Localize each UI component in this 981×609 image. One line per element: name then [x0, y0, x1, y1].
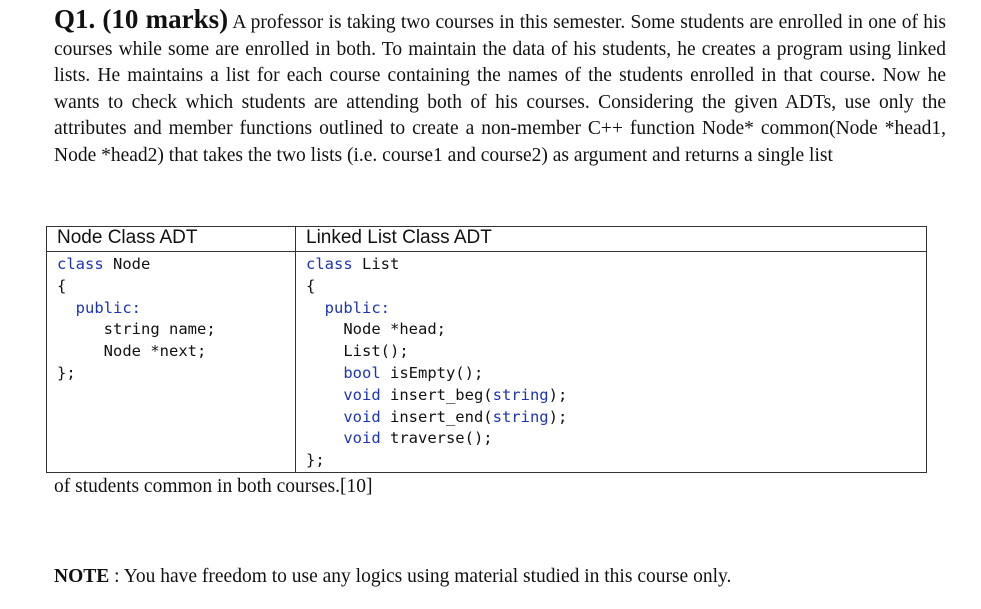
question-paragraph	[54, 6, 946, 169]
note-line	[54, 566, 731, 588]
note-text: : You have freedom to use any logics using material studied in this course only.	[109, 566, 732, 587]
question-text: A professor is taking two courses in this semester. Some students are enrolled in one of his courses while some are enrolled in both. To maintain the data of his students, he creates a program using linked lists. He maintains a list for each course containing the names of the students enrolled in that course. Now he wants to check which students are attending both of his courses. Considering the given ADTs, use only the attributes and member functions outlined to create a non-member C++ function Node* common(Node *head1, Node *head2) that takes the two lists (i.e. course1 and course2) as argument and returns a single list	[54, 12, 947, 166]
adt-code-row	[47, 252, 927, 473]
question-continuation: of students common in both courses.[10]	[54, 476, 373, 497]
adt-header-row	[47, 227, 927, 252]
node-adt-header: Node Class ADT	[57, 227, 198, 248]
list-adt-header: Linked List Class ADT	[306, 227, 492, 248]
note-label: NOTE	[54, 566, 110, 587]
node-class-code: class Node { public: string name; Node *next; };	[57, 255, 216, 382]
list-class-code: class List { public: Node *head; List(); bool isEmpty(); void insert_beg(string); void insert_end(string); void traverse(); };	[306, 255, 568, 470]
adt-table	[46, 226, 927, 473]
question-label: Q1. (10 marks)	[54, 4, 229, 34]
